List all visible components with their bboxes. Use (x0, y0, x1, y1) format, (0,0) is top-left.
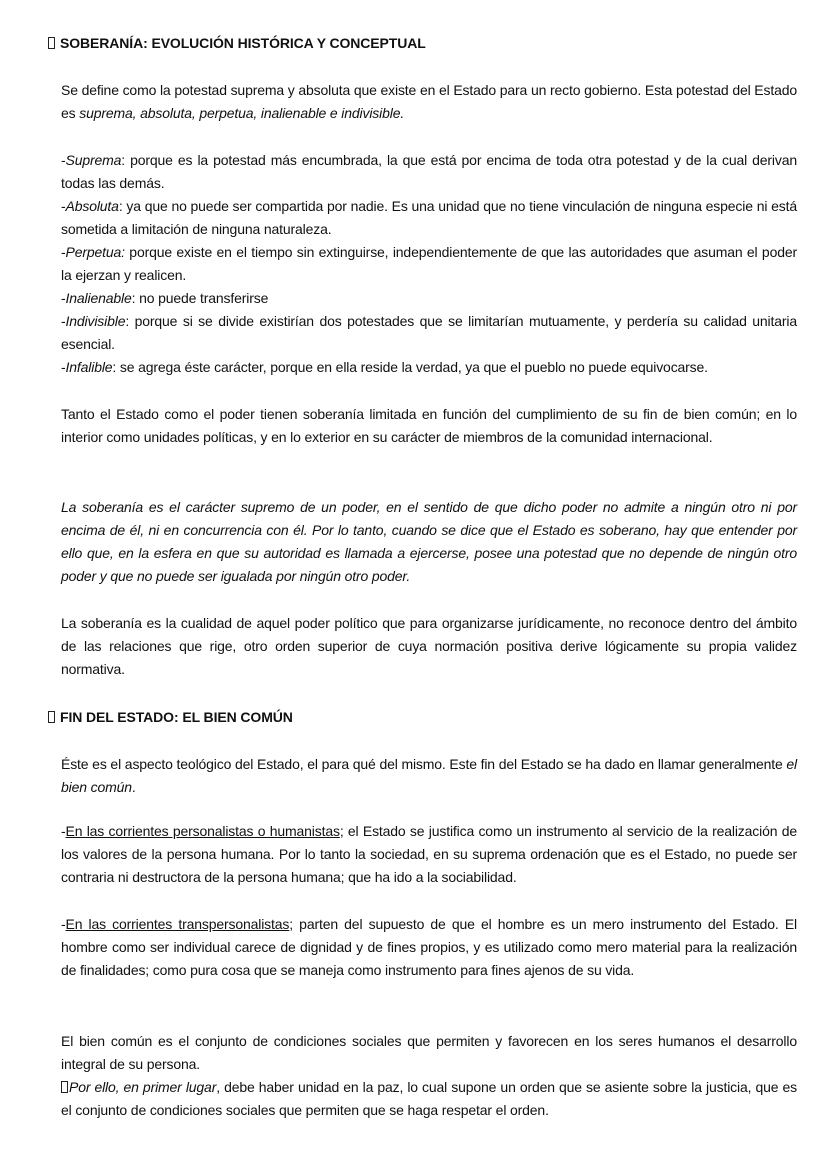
list-item-text: porque existe en el tiempo sin extinguirse, independientemente de que las autoridades que asuman el poder la ejerzan y realicen. (61, 244, 797, 283)
paragraph-italic-text: Por ello, en primer lugar (69, 1079, 217, 1095)
paragraph-supreme-character: La soberanía es el carácter supremo de un poder, en el sentido de que dicho poder no admite a ningún otro ni por encima de él, ni en concurrencia con él. Por lo tanto, cuando se dice que el Estado es soberano, hay que entender por ello que, en la esfera en que su autoridad es llamada a ejercerse, posee una potestad que no depende de ningún otro poder y que no puede ser igualada por ningún otro poder. (61, 499, 797, 584)
paragraph-personalist (61, 820, 797, 889)
list-item: -Infalible: se agrega éste carácter, porque en ella reside la verdad, ya que el pueblo no puede equivocarse. (61, 359, 708, 375)
paragraph-political-power: La soberanía es la cualidad de aquel poder político que para organizarse jurídicamente, no reconoce dentro del ámbito de las relaciones que rige, otro orden superior de cuya normación positiva derive lógicamente su propia validez normativa. (61, 615, 797, 677)
list-item-text: : porque si se divide existirían dos potestades que se limitarían mutuamente, y perdería su calidad unitaria esencial. (61, 313, 797, 352)
paragraph-transpersonalist (61, 913, 797, 982)
list-item-text: : no puede transferirse (131, 290, 269, 306)
heading-text: FIN DEL ESTADO: EL BIEN COMÚN (60, 709, 293, 725)
section-heading-soberania (48, 33, 426, 53)
list-item: -Perpetua: porque existe en el tiempo sin extinguirse, independientemente de que las autoridades que asuman el poder la ejerzan y realicen. (61, 244, 797, 283)
paragraph-peace-unity (61, 1076, 797, 1122)
list-item-term: Perpetua: (65, 244, 125, 260)
list-item-text: : ya que no puede ser compartida por nadie. Es una unidad que no tiene vinculación de ninguna especie ni está sometida a limitación de ninguna naturaleza. (61, 198, 797, 237)
list-item: -Indivisible: porque si se divide existirían dos potestades que se limitarían mutuamente, y perdería su calidad unitaria esencial. (61, 313, 797, 352)
paragraph-teleological (61, 753, 797, 799)
underlined-term: En las corrientes personalistas o humanistas (65, 823, 340, 839)
list-item-term: Absoluta (65, 198, 119, 214)
paragraph-text: ; el Estado se justifica como un instrumento al servicio de la realización de los valores de la persona humana. Por lo tanto la sociedad, en su suprema ordenación que es el Estado, no puede ser contraria ni destructora de la persona humana; que ha ido a la sociabilidad. (61, 823, 797, 885)
paragraph-text: Se define como la potestad suprema y absoluta que existe en el Estado para un recto gobierno. Esta potestad del Estado es (61, 82, 797, 121)
paragraph-text: Éste es el aspecto teológico del Estado, el para qué del mismo. Este fin del Estado se ha dado en llamar generalmente (61, 756, 787, 772)
missing-glyph-icon (48, 37, 55, 49)
paragraph-text: , debe haber unidad en la paz, lo cual supone un orden que se asiente sobre la justicia, que es el conjunto de condiciones sociales que permiten que se haga respetar el orden. (61, 1079, 798, 1118)
list-item-term: Infalible (65, 359, 113, 375)
list-item: -Inalienable: no puede transferirse (61, 290, 269, 306)
list-item: -Suprema: porque es la potestad más encumbrada, la que está por encima de toda otra potestad y de la cual derivan todas las demás. (61, 152, 797, 191)
heading-text: SOBERANÍA: EVOLUCIÓN HISTÓRICA Y CONCEPTUAL (60, 35, 426, 51)
attributes-list (61, 149, 797, 379)
underlined-term: En las corrientes transpersonalistas (65, 916, 290, 932)
dash: - (61, 823, 66, 839)
paragraph-common-good: El bien común es el conjunto de condiciones sociales que permiten y favorecen en los seres humanos el desarrollo integral de su persona. (61, 1033, 797, 1072)
paragraph-text: ; parten del supuesto de que el hombre es un mero instrumento del Estado. El hombre como ser individual carece de dignidad y de fines propios, y es utilizado como mero material para la realización de finalidades; como pura cosa que se maneja como instrumento para fines ajenos de su vida. (61, 916, 798, 978)
dash: - (61, 916, 66, 932)
section-heading-bien-comun (48, 707, 293, 727)
list-item-text: : porque es la potestad más encumbrada, la que está por encima de toda otra potestad y de la cual derivan todas las demás. (61, 152, 797, 191)
list-item: -Absoluta: ya que no puede ser compartida por nadie. Es una unidad que no tiene vinculación de ninguna especie ni está sometida a limitación de ninguna naturaleza. (61, 198, 797, 237)
list-item-term: Suprema (65, 152, 122, 168)
paragraph-italic-text: el bien común (61, 756, 797, 795)
missing-glyph-icon (48, 711, 55, 723)
list-item-term: Indivisible (65, 313, 126, 329)
paragraph-definition (61, 79, 797, 125)
paragraph-text: . (131, 779, 136, 795)
paragraph-limited-sovereignty: Tanto el Estado como el poder tienen soberanía limitada en función del cumplimiento de su fin de bien común; en lo interior como unidades políticas, y en lo exterior en su carácter de miembros de la comunidad internacional. (61, 406, 797, 445)
list-item-term: Inalienable (65, 290, 132, 306)
paragraph-italic-text: suprema, absoluta, perpetua, inalienable e indivisible. (79, 105, 405, 121)
missing-glyph-icon (61, 1081, 68, 1093)
list-item-text: : se agrega éste carácter, porque en ella reside la verdad, ya que el pueblo no puede equivocarse. (112, 359, 708, 375)
